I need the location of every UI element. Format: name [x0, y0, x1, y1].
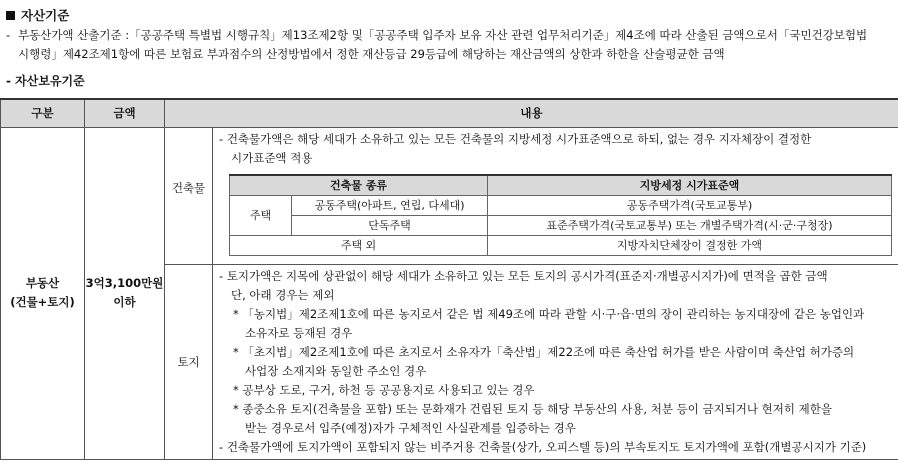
- intro-paragraph: [6, 26, 892, 64]
- square-bullet-icon: [6, 11, 15, 20]
- land-footer: 건축물가액에 토지가액이 포함되지 않는 비주거용 건축물(상가, 오피스텔 등)의 부속토지도 토지가액에 포함(개별공시지가 기준): [226, 439, 867, 454]
- sub-heading-text: 자산보유기준: [15, 74, 85, 88]
- building-desc-line-1: 건축물가액은 해당 세대가 소유하고 있는 모든 건축물의 지방세정 시가표준액으로 하되, 없는 경우 지자체장이 결정한: [226, 131, 812, 146]
- dash-bullet: -: [6, 28, 11, 42]
- building-desc-line-2: 시가표준액 적용: [231, 150, 313, 165]
- category-line-1: 부동산: [25, 276, 60, 290]
- header-amount: 금액: [85, 99, 165, 127]
- land-item-3: 공부상 도로, 구거, 하천 등 공공용지로 사용되고 있는 경우: [242, 382, 535, 397]
- land-item-4-line-1: 종중소유 토지(건축물을 포함) 또는 문화재가 건립된 토지 등 해당 부동산의 사용, 처분 등이 금지되거나 현저히 제한을: [242, 401, 832, 416]
- land-label: 토지: [165, 264, 213, 459]
- section-heading-text: 자산기준: [21, 8, 70, 23]
- asterisk-bullet: *: [233, 401, 243, 416]
- intro-line-2: 시행령」제42조제1항에 따른 보험료 부과점수의 산정방법에서 정한 재산등급 29등급에 해당하는 재산금액의 상한과 하한을 산술평균한 금액: [18, 47, 725, 61]
- amount-line-2: 이하: [113, 295, 136, 309]
- row-value: 표준주택가격(국토교통부) 또는 개별주택가격(시·군·구청장): [488, 215, 892, 235]
- row-type: 단독주택: [292, 215, 488, 235]
- inner-header-type: 건축물 종류: [230, 175, 488, 196]
- inner-header-value: 지방세정 시가표준액: [488, 175, 892, 196]
- other-value: 지방자치단체장이 결정한 가액: [488, 235, 892, 255]
- building-value-table: [229, 174, 892, 256]
- intro-line-1: 부동산가액 산출기준 :「공공주택 특별법 시행규칙」제13조제2항 및「공공주택 입주자 보유 자산 관련 업무처리기준」제4조에 따라 산출된 금액으로서「국민건강보험법: [18, 28, 868, 42]
- building-content: - 건축물가액은 해당 세대가 소유하고 있는 모든 건축물의 지방세정 시가표준액으로 하되, 없는 경우 지자체장이 결정한 시가표준액 적용 건축물 종류 지방세정 시가표준액 주택 공동주택(아파트, 연립, 다세대) 공동주택가격(국토교통부) 단독주택 표준주택가격(국토교통부) 또는 개별주택가격(시·군·구청장) 주택 외 지방자치단체장이 결정한 가액: [213, 127, 898, 264]
- land-content: - 토지가액은 지목에 상관없이 해당 세대가 소유하고 있는 모든 토지의 공시가격(표준지·개별공시지가)에 면적을 곱한 금액 단, 아래 경우는 제외 * 「농지법」제2조제1호에 따른 농지로서 같은 법 제49조에 따라 관할 시·구·읍·면의 장이 관리하는 농지대장에 같은 농업인과 소유자로 등재된 경우 * 「초지법」제2조제1호에 따른 초지로서 소유자가「축산법」제22조에 따른 축산업 허가를 받은 사람이며 축산업 허가증의 사업장 소재지와 동일한 주소인 경우 * 공부상 도로, 구거, 하천 등 공공용지로 사용되고 있는 경우 * 종중소유 토지(건축물을 포함) 또는 문화재가 건립된 토지 등 해당 부동산의 사용, 처분 등이 금지되거나 현저히 제한을 받는 경우로서 입주(예정)자가 구체적인 사실관계를 입증하는 경우 - 건축물가액에 토지가액이 포함되지 않는 비주거용 건축물(상가, 오피스텔 등)의 부속토지도 토지가액에 포함(개별공시지가 기준): [213, 264, 898, 459]
- land-desc-line-1: 토지가액은 지목에 상관없이 해당 세대가 소유하고 있는 모든 토지의 공시가격(표준지·개별공시지가)에 면적을 곱한 금액: [226, 268, 828, 283]
- inner-header-row: [230, 175, 892, 196]
- land-item-4-line-2: 받는 경우로서 입주(예정)자가 구체적인 사실관계를 입증하는 경우: [245, 420, 576, 435]
- category-cell: [1, 127, 85, 459]
- land-item-1-line-2: 소유자로 등재된 경우: [245, 325, 353, 340]
- table-row: [230, 195, 892, 215]
- asterisk-bullet: *: [233, 344, 243, 359]
- land-item-2-line-1: 「초지법」제2조제1호에 따른 초지로서 소유자가「축산법」제22조에 따른 축산업 허가를 받은 사람이며 축산업 허가증의: [242, 344, 855, 359]
- table-row: [230, 235, 892, 255]
- row-type: 공동주택(아파트, 연립, 다세대): [292, 195, 488, 215]
- housing-label: 주택: [230, 195, 292, 235]
- land-item-1-line-1: 「농지법」제2조제1호에 따른 농지로서 같은 법 제49조에 따라 관할 시·구·읍·면의 장이 관리하는 농지대장에 같은 농업인과: [242, 306, 865, 321]
- table-row: [230, 215, 892, 235]
- header-content: 내용: [165, 99, 898, 127]
- building-row: [1, 127, 898, 264]
- amount-cell: [85, 127, 165, 459]
- section-heading: [6, 6, 69, 24]
- land-item-2-line-2: 사업장 소재지와 동일한 주소인 경우: [245, 363, 427, 378]
- header-category: 구분: [1, 99, 85, 127]
- table-header-row: [1, 99, 898, 127]
- asterisk-bullet: *: [233, 382, 243, 397]
- building-label: 건축물: [165, 127, 213, 264]
- land-desc-line-2: 단, 아래 경우는 제외: [231, 287, 335, 302]
- sub-heading: - 자산보유기준: [6, 74, 85, 88]
- row-value: 공동주택가격(국토교통부): [488, 195, 892, 215]
- other-type: 주택 외: [230, 235, 488, 255]
- asterisk-bullet: *: [233, 306, 243, 321]
- asset-criteria-table: [0, 98, 898, 460]
- amount-line-1: 3억3,100만원: [85, 276, 164, 290]
- category-line-2: (건물+토지): [10, 295, 75, 309]
